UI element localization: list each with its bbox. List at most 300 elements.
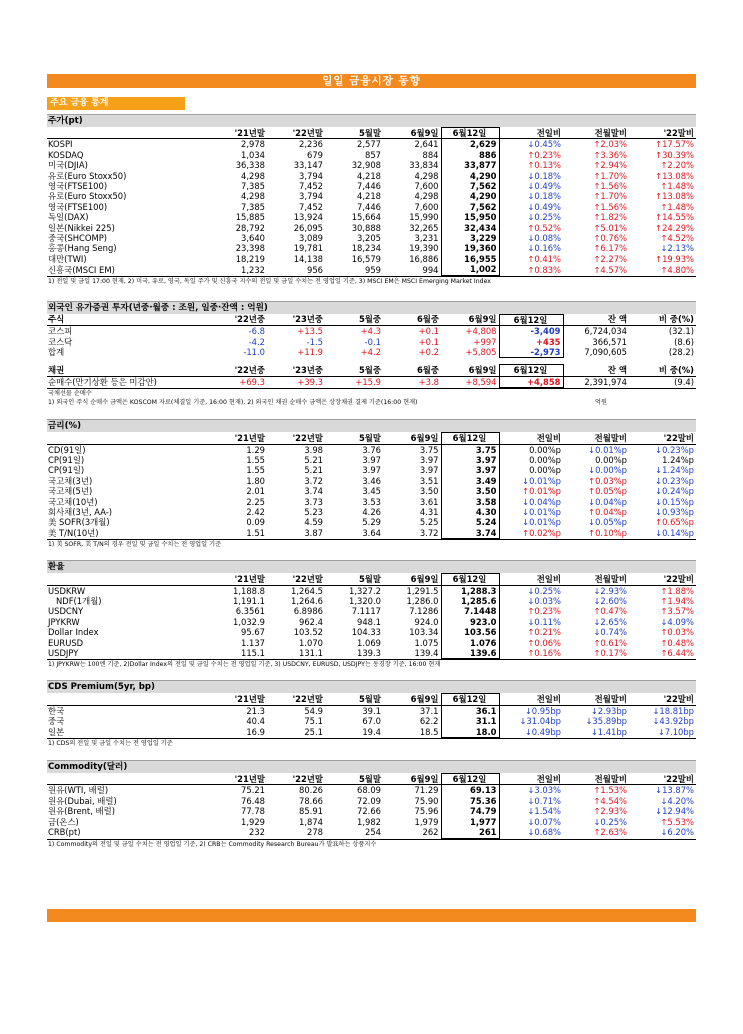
table-cell: ↑2.63%: [593, 827, 627, 838]
table-cell: ↓0.07%: [527, 816, 561, 827]
direction-arrow-icon: ↑: [522, 486, 530, 497]
table-cell: EURUSD: [48, 637, 84, 648]
table-cell: 원유(Brent, 배럴): [48, 806, 115, 817]
table-cell: 6,724,034: [584, 326, 627, 337]
table-cell: ↓7.10bp: [657, 726, 694, 737]
table-cell: 1,232: [241, 264, 265, 275]
table-cell: 139.3: [357, 648, 381, 659]
table-row: [47, 497, 696, 507]
table-cell: 139.6: [441, 648, 499, 659]
table-cell: 67.0: [362, 716, 381, 727]
table-row: [47, 796, 696, 806]
table-cell: '22말비: [629, 774, 696, 785]
table-header-row: [47, 694, 696, 705]
change-value: 0.04%p: [529, 496, 561, 507]
table-cell: '21년말: [209, 574, 267, 585]
change-value: 0.01%p: [529, 475, 561, 486]
table-cell: 1,320.0: [349, 596, 381, 606]
table-cell: '22말비: [629, 574, 696, 585]
table-cell: 7,385: [241, 201, 265, 212]
table-cell: 1,285.6: [441, 596, 499, 606]
table-row: [47, 223, 696, 233]
table-cell: 7,600: [414, 201, 439, 212]
table-cell: ↑1.56%: [593, 181, 627, 192]
table-cell: [563, 476, 629, 486]
rates-section: [47, 419, 696, 549]
table-row: [47, 606, 696, 616]
table-cell: ↑1.48%: [660, 181, 694, 192]
table-cell: ↓1.54%: [527, 806, 561, 817]
table-cell: 924.0: [414, 616, 439, 627]
table-cell: ↓0.18%: [527, 191, 561, 202]
table-cell: 美 T/N(10년): [48, 528, 99, 539]
table-cell: 6.3561: [235, 606, 265, 617]
table-cell: 3.98: [304, 444, 323, 455]
table-cell: ↓0.08%: [527, 233, 561, 244]
table-cell: 6월12일: [499, 365, 563, 376]
table-cell: 6월12일: [441, 433, 499, 444]
table-cell: '22말비: [629, 433, 696, 444]
direction-arrow-icon: ↑: [588, 506, 596, 517]
table-cell: '23년중: [267, 314, 325, 325]
table-cell: ↓18.81bp: [652, 705, 694, 716]
table-cell: 4,298: [241, 191, 265, 202]
table-cell: +39.3: [297, 376, 323, 387]
table-cell: 3.97: [441, 465, 499, 475]
table-cell: (9.4): [674, 376, 694, 387]
table-cell: 3.75: [419, 444, 439, 455]
table-cell: '22년말: [267, 128, 325, 139]
table-cell: 6월9일: [441, 314, 499, 325]
table-cell: 유로(Euro Stoxx50): [48, 170, 127, 181]
table-cell: 2,641: [414, 139, 439, 150]
direction-arrow-icon: ↓: [655, 496, 663, 507]
table-cell: [563, 444, 629, 455]
table-cell: 美 SOFR(3개월): [48, 517, 110, 528]
table-cell: '23년중: [267, 365, 325, 376]
table-cell: 85.91: [299, 806, 323, 817]
table-cell: 5월말: [325, 574, 383, 585]
table-cell: 33,877: [441, 160, 499, 170]
direction-arrow-icon: ↑: [655, 517, 663, 528]
table-cell: -4.2: [248, 336, 265, 347]
table-cell: USDCNY: [48, 606, 84, 617]
table-cell: [47, 128, 209, 139]
table-cell: 7,090,605: [584, 347, 627, 358]
direction-arrow-icon: ↓: [588, 465, 596, 476]
table-cell: 원유(Dubai, 배럴): [48, 795, 117, 806]
table-cell: 코스닥: [48, 336, 73, 347]
table-cell: 5월중: [325, 365, 383, 376]
direction-arrow-icon: ↑: [588, 486, 596, 497]
table-cell: 3,231: [414, 233, 439, 244]
table-cell: 103.56: [441, 627, 499, 637]
table-cell: 1,032.9: [233, 616, 265, 627]
table-cell: 4,290: [441, 171, 499, 181]
table-row: [47, 455, 696, 465]
table-cell: 30,888: [351, 222, 381, 233]
table-cell: 순매수(만기상환 등은 미감안): [48, 376, 157, 387]
table-row: [47, 264, 696, 275]
table-cell: 3.74: [441, 528, 499, 539]
direction-arrow-icon: ↑: [522, 528, 530, 539]
change-value: 0.93%p: [662, 506, 694, 517]
table-cell: ↑14.55%: [655, 212, 694, 223]
table-cell: 75.90: [414, 795, 439, 806]
foreign-note-unit: 억원: [595, 399, 607, 407]
table-cell: ↓0.49%: [527, 201, 561, 212]
table-cell: ↑0.83%: [527, 264, 561, 275]
table-cell: 994: [422, 264, 439, 275]
table-cell: ↑0.17%: [593, 648, 627, 659]
table-row: [47, 254, 696, 264]
table-cell: 1.076: [441, 638, 499, 648]
table-cell: 19.4: [362, 726, 381, 737]
table-cell: 68.09: [357, 785, 381, 796]
table-cell: +15.9: [355, 376, 381, 387]
table-cell: KOSDAQ: [48, 149, 84, 160]
table-cell: 전월말비: [563, 694, 629, 705]
table-cell: ↑2.03%: [593, 139, 627, 150]
foreign-note-row: [47, 398, 696, 407]
table-cell: (32.1): [668, 326, 694, 337]
table-cell: 15,950: [441, 212, 499, 222]
table-cell: 채권: [47, 365, 209, 376]
table-cell: '22년중: [209, 365, 267, 376]
table-cell: 3.74: [304, 486, 323, 497]
rates-table: [47, 432, 696, 539]
table-cell: 886: [441, 150, 499, 160]
table-cell: CD(91일): [48, 444, 86, 455]
table-cell: 3.51: [419, 475, 439, 486]
table-cell: ↓0.74%: [593, 627, 627, 638]
change-value: 0.03%p: [595, 475, 627, 486]
table-cell: ↑1.70%: [593, 191, 627, 202]
table-header-row: [47, 365, 696, 376]
table-cell: 1,291.5: [406, 585, 439, 596]
table-cell: 7,446: [357, 201, 381, 212]
table-cell: 3.97: [419, 454, 439, 465]
table-cell: ↑0.41%: [527, 253, 561, 264]
table-cell: 1,264.6: [291, 596, 323, 606]
table-cell: [629, 455, 696, 465]
table-cell: 합계: [48, 347, 65, 358]
table-cell: -1.5: [306, 336, 323, 347]
table-cell: ↓3.03%: [527, 785, 561, 796]
table-cell: ↑6.17%: [593, 243, 627, 254]
table-row: [47, 476, 696, 486]
table-cell: 0.09: [246, 517, 265, 528]
table-cell: '21년말: [209, 774, 267, 785]
table-cell: 19,781: [293, 243, 323, 254]
table-row: [47, 347, 696, 358]
table-cell: ↓1.41bp: [590, 726, 627, 737]
table-cell: +4,808: [465, 326, 497, 337]
table-cell: [563, 455, 629, 465]
section-subtitle: 주요 금융 통계: [47, 97, 185, 110]
table-cell: [629, 507, 696, 517]
table-cell: 3.53: [362, 496, 381, 507]
table-cell: 80.26: [299, 785, 323, 796]
foreign-header: 외국인 유가증권 투자(년중·월중 : 조원, 일중·잔액 : 억원): [47, 301, 696, 314]
table-cell: 139.4: [414, 648, 439, 659]
table-cell: USDKRW: [48, 585, 86, 596]
table-cell: 131.1: [299, 648, 323, 659]
direction-arrow-icon: ↓: [522, 475, 530, 486]
table-row: [47, 160, 696, 170]
table-row: [47, 326, 696, 337]
table-cell: USDJPY: [48, 648, 79, 659]
table-cell: 5.29: [362, 517, 381, 528]
cds-table: [47, 693, 696, 738]
direction-arrow-icon: ↓: [522, 517, 530, 528]
table-cell: 3.49: [441, 476, 499, 486]
table-cell: 2.42: [246, 506, 265, 517]
table-cell: ↓0.16%: [527, 243, 561, 254]
table-cell: 3.87: [304, 528, 323, 539]
table-cell: [47, 694, 209, 705]
table-cell: [499, 497, 563, 507]
table-cell: 3.72: [419, 528, 439, 539]
table-cell: 78.66: [299, 795, 323, 806]
table-row: [47, 716, 696, 726]
table-cell: ↑0.03%: [660, 627, 694, 638]
table-cell: +0.2: [418, 347, 439, 358]
change-value: 0.14%p: [662, 528, 694, 539]
table-cell: 962.4: [299, 616, 323, 627]
footer-bar: [47, 909, 696, 922]
table-cell: 959: [365, 264, 381, 275]
table-cell: ↑0.48%: [660, 637, 694, 648]
table-cell: [499, 507, 563, 517]
table-cell: ↓4.20%: [660, 795, 694, 806]
stock-table: [47, 127, 696, 276]
table-cell: ↑1.88%: [660, 585, 694, 596]
table-cell: +5,805: [465, 347, 497, 358]
fx-header: 환율: [47, 560, 696, 573]
table-cell: 4,218: [357, 170, 381, 181]
table-cell: +4,858: [499, 376, 563, 387]
table-cell: 36,338: [235, 160, 265, 171]
table-cell: +8,594: [465, 376, 497, 387]
table-row: [47, 827, 696, 838]
table-cell: ↓0.68%: [527, 827, 561, 838]
table-cell: 원유(WTI, 배럴): [48, 785, 109, 796]
table-row: [47, 139, 696, 150]
table-cell: 일본: [48, 726, 65, 737]
table-cell: 33,834: [409, 160, 439, 171]
table-cell: 전월말비: [563, 774, 629, 785]
table-cell: 전일비: [499, 433, 563, 444]
table-cell: 1,874: [299, 816, 323, 827]
table-cell: 37.1: [419, 705, 439, 716]
table-cell: ↑2.27%: [593, 253, 627, 264]
table-cell: 4,298: [414, 170, 439, 181]
commodity-section: [47, 760, 696, 848]
table-row: [47, 806, 696, 816]
cds-note: 1) CDS의 전일 및 금일 수치는 전 영업일 기준: [47, 738, 696, 748]
table-cell: [629, 444, 696, 455]
table-cell: 72.09: [357, 795, 381, 806]
table-cell: 75.21: [241, 785, 265, 796]
table-cell: 3.76: [362, 444, 381, 455]
table-row: [47, 517, 696, 527]
table-cell: 103.34: [409, 627, 439, 638]
table-cell: [629, 528, 696, 539]
table-cell: ↑1.82%: [593, 212, 627, 223]
direction-arrow-icon: ↓: [522, 496, 530, 507]
table-cell: 6월12일: [441, 574, 499, 585]
table-cell: 74.79: [441, 806, 499, 816]
table-cell: 5월말: [325, 774, 383, 785]
table-cell: 3,229: [441, 233, 499, 243]
table-cell: ↑0.47%: [593, 606, 627, 617]
table-cell: 62.2: [419, 716, 439, 727]
direction-arrow-icon: ↓: [588, 496, 596, 507]
change-value: 0.23%p: [662, 475, 694, 486]
table-cell: 홍콩(Hang Seng): [48, 243, 117, 254]
table-cell: [629, 476, 696, 486]
table-cell: 18,234: [351, 243, 381, 254]
table-cell: 7.1117: [351, 606, 381, 617]
table-cell: 7.1286: [409, 606, 439, 617]
table-cell: 4.59: [304, 517, 323, 528]
table-cell: +13.5: [297, 326, 323, 337]
table-cell: 21.3: [246, 705, 265, 716]
table-cell: 3.97: [362, 465, 381, 476]
table-cell: 비 중(%): [629, 365, 696, 376]
table-cell: +0.1: [418, 326, 439, 337]
table-cell: 18.0: [441, 727, 499, 738]
table-cell: 3.73: [304, 496, 323, 507]
table-cell: 19,360: [441, 243, 499, 253]
table-cell: -0.1: [364, 336, 381, 347]
table-cell: 5.21: [304, 454, 323, 465]
change-value: 0.01%p: [529, 517, 561, 528]
table-cell: ↓0.49bp: [524, 726, 561, 737]
table-cell: ↑6.44%: [660, 648, 694, 659]
change-value: 0.01%p: [529, 506, 561, 517]
bond-sub: 국채선물 순매수: [47, 388, 696, 398]
commodity-table: [47, 773, 696, 838]
table-cell: 일본(Nikkei 225): [48, 222, 115, 233]
rates-header: 금리(%): [47, 419, 696, 432]
table-cell: ↑4.52%: [660, 233, 694, 244]
table-cell: 1.137: [241, 637, 265, 648]
table-cell: ↓35.89bp: [585, 716, 627, 727]
table-cell: 16,955: [441, 254, 499, 264]
table-cell: 16.9: [246, 726, 265, 737]
direction-arrow-icon: ↓: [655, 506, 663, 517]
table-row: [47, 596, 696, 606]
stock-section: [47, 114, 696, 286]
table-cell: 6월9일: [383, 128, 441, 139]
table-cell: 23,398: [235, 243, 265, 254]
table-cell: 679: [307, 149, 323, 160]
table-cell: 18.5: [419, 726, 439, 737]
table-cell: 2,391,974: [584, 376, 627, 387]
table-row: [47, 233, 696, 243]
table-cell: 회사채(3년, AA-): [48, 506, 113, 517]
table-cell: 36.1: [441, 705, 499, 716]
table-cell: 76.48: [241, 795, 265, 806]
table-cell: 54.9: [304, 705, 323, 716]
table-cell: -3,409: [499, 326, 563, 337]
table-cell: 956: [307, 264, 323, 275]
table-cell: 1,327.2: [349, 585, 381, 596]
table-cell: ↑4.80%: [660, 264, 694, 275]
table-cell: 6월9일: [441, 365, 499, 376]
table-cell: ↓13.87%: [655, 785, 694, 796]
table-cell: 3,089: [299, 233, 323, 244]
table-cell: 주식: [47, 314, 209, 325]
table-cell: '22년말: [267, 694, 325, 705]
table-cell: 국고채(10년): [48, 496, 98, 507]
table-cell: 32,908: [351, 160, 381, 171]
change-value: 0.00%p: [595, 465, 627, 476]
foreign-note: 1) 외국인 주식 순매수 금액은 KOSCOM 자료(체결일 기준, 16:00 현재), 2) 외국인 채권 순매수 금액은 상장채권 결제 기준(16:00 현재): [48, 399, 418, 407]
table-cell: 4.31: [419, 506, 439, 517]
table-cell: 5월말: [325, 433, 383, 444]
table-cell: ↓0.71%: [527, 795, 561, 806]
table-cell: '21년말: [209, 128, 267, 139]
table-cell: 77.78: [241, 806, 265, 817]
table-row: [47, 171, 696, 181]
table-cell: '21년말: [209, 433, 267, 444]
table-cell: ↑19.93%: [655, 253, 694, 264]
table-cell: 전월말비: [563, 128, 629, 139]
direction-arrow-icon: ↑: [588, 475, 596, 486]
table-cell: 1.55: [246, 454, 265, 465]
table-cell: 6.8986: [293, 606, 323, 617]
table-cell: 7,562: [441, 202, 499, 212]
table-cell: ↑1.56%: [593, 201, 627, 212]
table-cell: ↑4.54%: [593, 795, 627, 806]
table-cell: +69.3: [239, 376, 265, 387]
table-row: [47, 202, 696, 212]
table-cell: 6월12일: [499, 314, 563, 325]
table-cell: 3.75: [441, 444, 499, 455]
table-cell: 857: [365, 149, 381, 160]
table-cell: ↓0.25%: [593, 816, 627, 827]
table-cell: 2.25: [246, 496, 265, 507]
table-cell: 6월12일: [441, 694, 499, 705]
table-cell: ↑0.61%: [593, 637, 627, 648]
change-value: 0.05%p: [595, 486, 627, 497]
table-cell: 3.58: [441, 497, 499, 507]
table-cell: 15,664: [351, 212, 381, 223]
table-cell: ↑1.70%: [593, 170, 627, 181]
direction-arrow-icon: ↑: [588, 528, 596, 539]
table-cell: ↓2.93bp: [590, 705, 627, 716]
table-cell: 1.29: [246, 444, 265, 455]
table-cell: ↑2.20%: [660, 160, 694, 171]
table-cell: '22년말: [267, 574, 325, 585]
table-cell: 26,095: [293, 222, 323, 233]
table-cell: ↓0.49%: [527, 181, 561, 192]
table-cell: '22년중: [209, 314, 267, 325]
direction-arrow-icon: ↓: [522, 506, 530, 517]
table-cell: 4.30: [441, 507, 499, 517]
table-cell: 1.070: [299, 637, 323, 648]
table-cell: [629, 497, 696, 507]
table-cell: 7,452: [299, 181, 323, 192]
table-cell: [563, 497, 629, 507]
table-header-row: [47, 128, 696, 139]
table-cell: 39.1: [362, 705, 381, 716]
table-cell: 15,885: [235, 212, 265, 223]
table-cell: 1,002: [441, 264, 499, 275]
